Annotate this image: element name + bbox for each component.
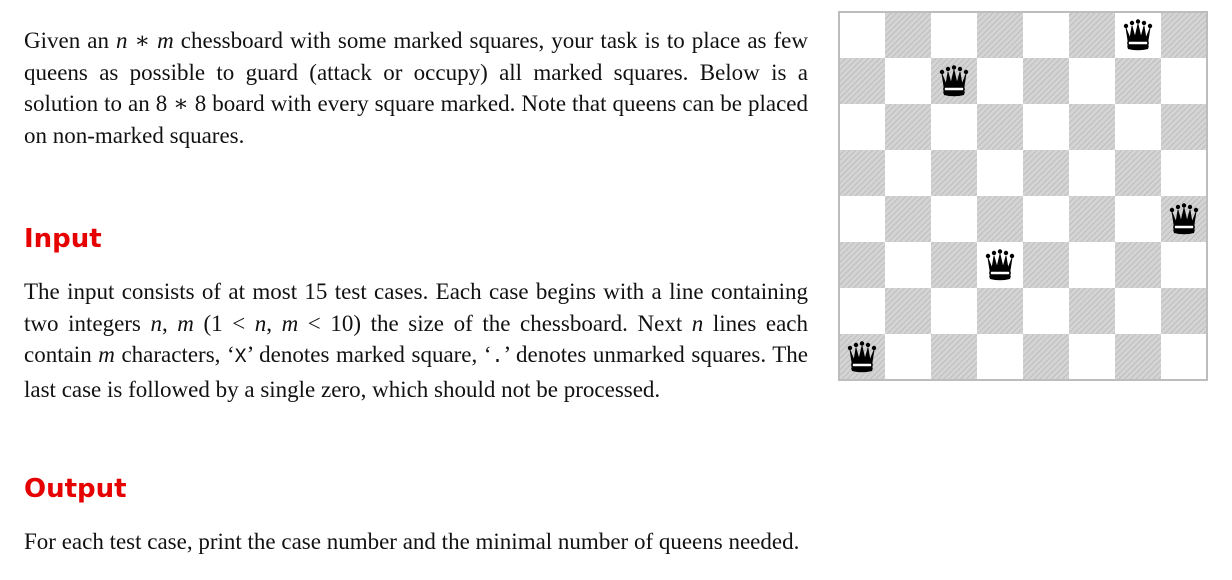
light-square [1023, 104, 1069, 150]
comma: , [161, 310, 178, 336]
var-m: m [177, 310, 194, 336]
times-symbol: ∗ [127, 28, 158, 53]
light-square [977, 58, 1023, 104]
light-square [1023, 12, 1069, 58]
light-square [1161, 150, 1207, 196]
dark-square [931, 242, 977, 288]
light-square [931, 288, 977, 334]
light-square [839, 104, 885, 150]
light-square [839, 288, 885, 334]
input-text-2: (1 < [193, 310, 255, 336]
dark-square [1161, 12, 1207, 58]
dark-square [977, 196, 1023, 242]
unmarked-char: . [491, 346, 504, 369]
dark-square [839, 58, 885, 104]
dark-square [885, 288, 931, 334]
light-square [977, 150, 1023, 196]
dark-square [931, 334, 977, 380]
var-n: n [150, 310, 162, 336]
output-paragraph: For each test case, print the case number and the minimal number of queens needed. [24, 529, 800, 554]
dark-square [1115, 150, 1161, 196]
output-heading: Output [24, 474, 127, 504]
input-heading: Input [24, 224, 102, 254]
dark-square [885, 104, 931, 150]
input-text-3: < 10) the size of the chessboard. Next [298, 310, 692, 336]
var-m: m [98, 342, 115, 367]
dark-square [1023, 334, 1069, 380]
light-square [1023, 288, 1069, 334]
dark-square [977, 104, 1023, 150]
var-m: m [157, 28, 174, 53]
dark-square [1023, 58, 1069, 104]
input-text-1: The input consists of at most 15 test cases. Each case begins with a line containing two integers [24, 279, 808, 336]
dark-square [1115, 58, 1161, 104]
intro-text-1: Given an [24, 28, 116, 53]
dark-square [1069, 288, 1115, 334]
dark-square [1115, 242, 1161, 288]
light-square [977, 334, 1023, 380]
light-square [839, 12, 885, 58]
light-square [1069, 334, 1115, 380]
comma: , [266, 310, 282, 336]
var-n: n [254, 310, 267, 336]
dark-square [1161, 288, 1207, 334]
var-n: n [115, 28, 128, 53]
dark-square [1069, 196, 1115, 242]
light-square [1069, 58, 1115, 104]
input-paragraph [24, 276, 808, 405]
input-text-4: lines each contain [24, 310, 809, 367]
marked-char: X [234, 346, 247, 369]
dark-square [1115, 334, 1161, 380]
input-text-5: characters, ‘ [114, 342, 235, 367]
light-square [885, 242, 931, 288]
light-square [839, 196, 885, 242]
dark-square [1023, 242, 1069, 288]
chessboard [837, 10, 1209, 382]
light-square [1161, 334, 1207, 380]
light-square [1115, 196, 1161, 242]
light-square [885, 150, 931, 196]
dark-square [977, 288, 1023, 334]
light-square [1115, 104, 1161, 150]
light-square [1069, 242, 1115, 288]
light-square [1069, 150, 1115, 196]
intro-text-2: chessboard with some marked squares, your task is to place as few queens as possible to guard (attack or occupy) all marked squares. Below is a solution to an 8 ∗ 8 board with every square marked. Note that queens can be placed on non-marked squares. [24, 28, 808, 148]
light-square [1115, 288, 1161, 334]
var-m: m [281, 310, 299, 336]
dark-square [839, 150, 885, 196]
dark-square [977, 12, 1023, 58]
dark-square [931, 150, 977, 196]
dark-square [885, 12, 931, 58]
chessboard-figure [837, 10, 1209, 382]
light-square [931, 104, 977, 150]
var-n: n [691, 310, 704, 336]
dark-square [885, 196, 931, 242]
light-square [931, 196, 977, 242]
light-square [1161, 58, 1207, 104]
light-square [1023, 196, 1069, 242]
light-square [885, 58, 931, 104]
light-square [885, 334, 931, 380]
intro-paragraph [24, 25, 808, 151]
input-text-6: ’ denotes marked square, ‘ [246, 342, 492, 367]
dark-square [839, 242, 885, 288]
input-text-7: ’ denotes unmarked squares. The last case is followed by a single zero, which should not be processed. [24, 342, 808, 402]
dark-square [1023, 150, 1069, 196]
dark-square [1069, 104, 1115, 150]
dark-square [1069, 12, 1115, 58]
light-square [931, 12, 977, 58]
dark-square [1161, 104, 1207, 150]
light-square [1161, 242, 1207, 288]
